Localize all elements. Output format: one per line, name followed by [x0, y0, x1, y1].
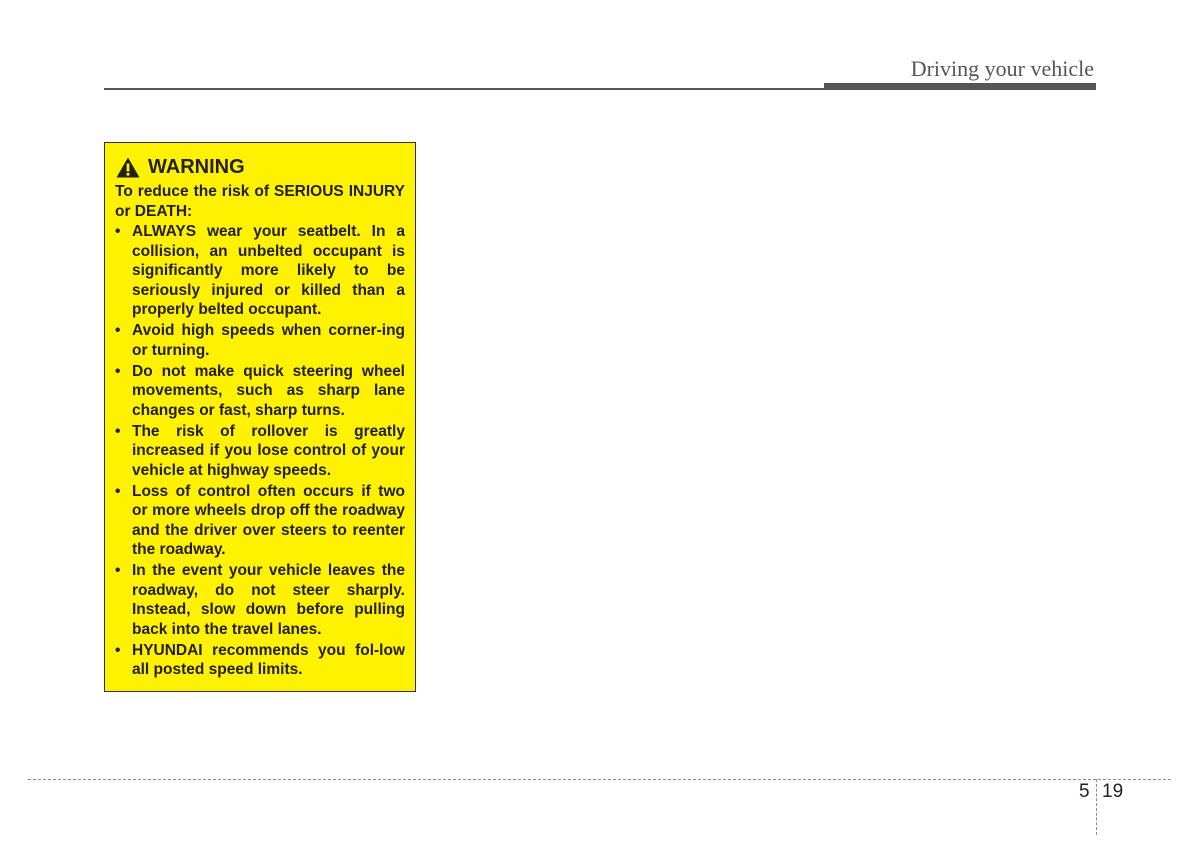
warning-intro: To reduce the risk of SERIOUS INJURY or DEATH:: [115, 183, 405, 220]
header-rule: [104, 88, 824, 90]
warning-item: • ALWAYS wear your seatbelt. In a collision, an unbelted occupant is significantly more likely to be seriously injured or killed than a properly belted occupant.: [115, 222, 405, 320]
footer-page-divider: [1096, 779, 1097, 835]
warning-list: [115, 222, 405, 680]
page-header-title: Driving your vehicle: [910, 56, 1094, 81]
warning-item: • Avoid high speeds when corner-ing or turning.: [115, 321, 405, 360]
warning-item: • In the event your vehicle leaves the roadway, do not steer sharply. Instead, slow down before pulling back into the travel lanes.: [115, 561, 405, 639]
header-rule-accent: [824, 83, 1096, 90]
footer-rule: [28, 779, 1171, 780]
warning-item: • Do not make quick steering wheel movements, such as sharp lane changes or fast, sharp turns.: [115, 362, 405, 421]
warning-item: • The risk of rollover is greatly increased if you lose control of your vehicle at highway speeds.: [115, 422, 405, 481]
page-number: 19: [1102, 781, 1124, 802]
warning-item: • HYUNDAI recommends you fol-low all posted speed limits.: [115, 641, 405, 680]
page-section-number: 5: [1079, 781, 1090, 802]
warning-triangle-icon: [116, 157, 140, 178]
warning-box: [104, 142, 416, 692]
warning-item: • Loss of control often occurs if two or more wheels drop off the roadway and the driver over steers to reenter the roadway.: [115, 482, 405, 560]
warning-heading: [115, 155, 405, 179]
warning-heading-label: WARNING: [148, 156, 245, 178]
